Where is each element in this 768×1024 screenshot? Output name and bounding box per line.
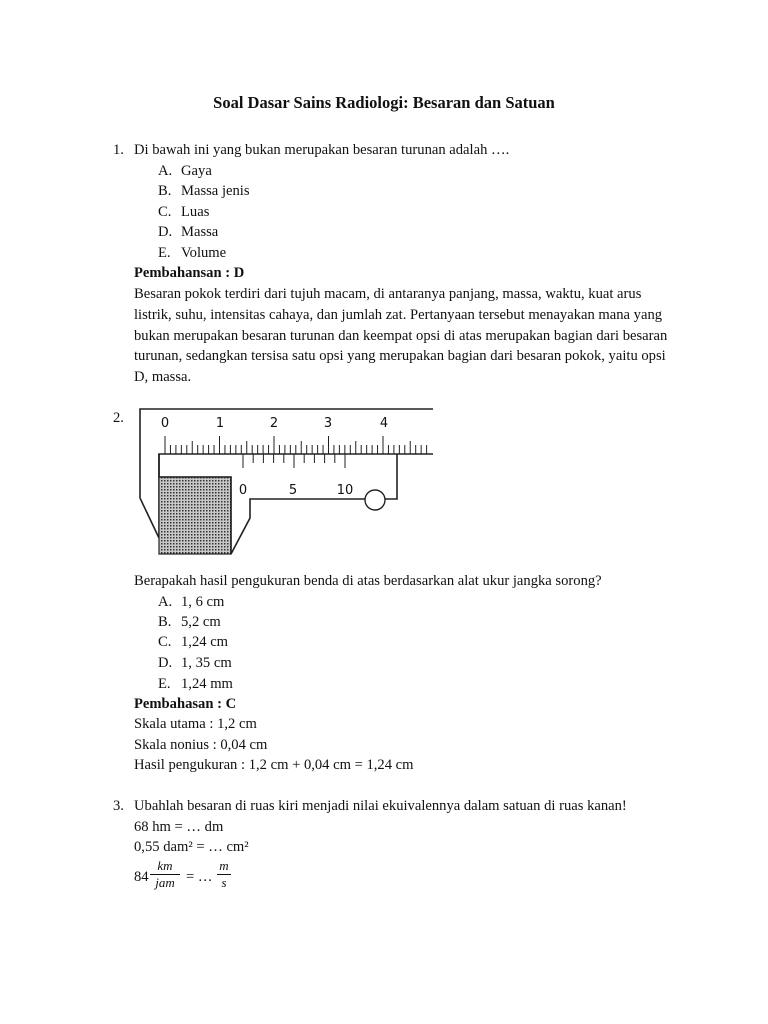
conversion-line: 0,55 dam² = … cm² <box>134 839 249 855</box>
answer-label: Pembahansan : D <box>134 265 245 281</box>
option-text: Luas <box>181 204 210 220</box>
vernier-scale-label: 5 <box>288 483 298 498</box>
main-scale-label: 4 <box>379 416 389 431</box>
option-text: Massa <box>181 224 219 240</box>
option-letter: A. <box>158 163 173 179</box>
main-scale-label: 0 <box>160 416 170 431</box>
option-letter: D. <box>158 655 173 671</box>
option-text: 1,24 mm <box>181 676 233 692</box>
option-letter: B. <box>158 614 172 630</box>
option-letter: E. <box>158 676 171 692</box>
question-text: Ubahlah besaran di ruas kiri menjadi nilai ekuivalennya dalam satuan di ruas kanan! <box>134 798 627 814</box>
option-letter: D. <box>158 224 173 240</box>
option-letter: C. <box>158 204 172 220</box>
measured-object <box>159 477 231 554</box>
option-text: Gaya <box>181 163 212 179</box>
vernier-scale-label: 0 <box>238 483 248 498</box>
option-letter: C. <box>158 634 172 650</box>
solution-line: Hasil pengukuran : 1,2 cm + 0,04 cm = 1,24 cm <box>134 757 414 773</box>
question-number: 2. <box>113 410 124 426</box>
fraction-denominator: s <box>221 875 227 890</box>
question-number: 3. <box>113 798 124 814</box>
option-text: 5,2 cm <box>181 614 221 630</box>
option-text: Massa jenis <box>181 183 250 199</box>
conversion-line: 68 hm = … dm <box>134 819 224 835</box>
main-scale-label: 1 <box>215 416 225 431</box>
solution-line: Skala nonius : 0,04 cm <box>134 737 268 753</box>
option-letter: E. <box>158 245 171 261</box>
explanation: Besaran pokok terdiri dari tujuh macam, di antaranya panjang, massa, waktu, kuat arus listrik, suhu, intensitas cahaya, dan jumlah zat. Pertanyaan tersebut menayakan mana yang bukan merupakan besaran turunan dan keempat opsi di atas merupakan bagian dari besaran turunan, sedangkan tersisa satu opsi yang merupakan bagian dari besaran pokok, yaitu opsi D, massa. <box>134 286 668 386</box>
option-letter: B. <box>158 183 172 199</box>
option-letter: A. <box>158 594 173 610</box>
question-number: 1. <box>113 142 124 158</box>
vernier-scale-label: 10 <box>336 483 354 498</box>
option-text: Volume <box>181 245 227 261</box>
solution-line: Skala utama : 1,2 cm <box>134 716 257 732</box>
option-text: 1, 35 cm <box>181 655 232 671</box>
option-text: 1,24 cm <box>181 634 229 650</box>
answer-label: Pembahasan : C <box>134 696 237 712</box>
fraction-km-per-jam <box>150 858 180 891</box>
option-text: 1, 6 cm <box>181 594 225 610</box>
main-scale-label: 2 <box>269 416 279 431</box>
equals-ellipsis: = … <box>186 869 213 885</box>
fraction-numerator: m <box>219 858 229 873</box>
fraction-denominator: jam <box>155 875 175 890</box>
question-text: Di bawah ini yang bukan merupakan besaran turunan adalah …. <box>134 142 510 158</box>
page-title: Soal Dasar Sains Radiologi: Besaran dan Satuan <box>213 93 555 112</box>
thumb-screw <box>365 490 385 510</box>
fraction-numerator: km <box>157 858 173 873</box>
fraction-m-per-s <box>217 858 231 891</box>
conversion-prefix: 84 <box>134 869 149 885</box>
vernier-caliper-diagram <box>128 402 438 560</box>
question-text: Berapakah hasil pengukuran benda di atas berdasarkan alat ukur jangka sorong? <box>134 573 602 589</box>
main-scale-label: 3 <box>323 416 333 431</box>
